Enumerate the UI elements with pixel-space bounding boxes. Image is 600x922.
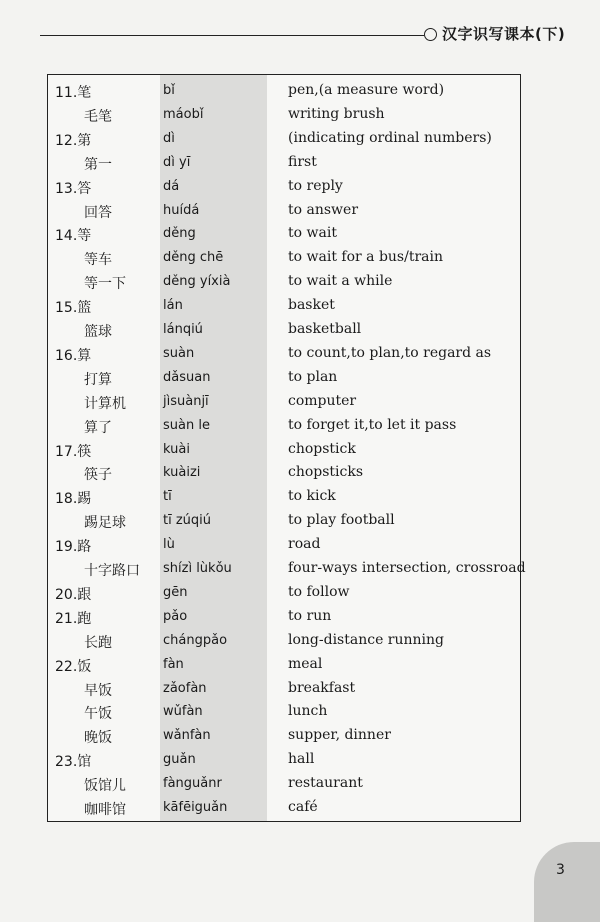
pinyin: bǐ <box>163 83 175 98</box>
pinyin: wǔfàn <box>163 704 203 720</box>
headword-hanzi: 13.答 <box>55 180 92 197</box>
pinyin: kuài <box>163 441 190 457</box>
headword-hanzi: 20.跟 <box>55 586 92 603</box>
english-meaning: café <box>288 799 318 815</box>
vocab-row <box>48 604 520 628</box>
vocab-row <box>48 78 520 102</box>
compound-hanzi: 饭馆儿 <box>84 778 126 795</box>
english-meaning: to run <box>288 607 332 624</box>
compound-hanzi: 计算机 <box>84 395 126 412</box>
pinyin: děng chē <box>163 250 224 266</box>
english-meaning: (indicating ordinal numbers) <box>288 129 492 146</box>
vocab-row <box>48 532 520 556</box>
english-meaning: to follow <box>288 583 350 600</box>
english-meaning: computer <box>288 392 357 409</box>
vocab-row <box>48 652 520 676</box>
english-meaning: basketball <box>288 321 362 337</box>
headword-hanzi: 22.饭 <box>55 658 92 675</box>
english-meaning: four-ways intersection, crossroad <box>288 560 526 576</box>
pinyin: shízì lùkǒu <box>163 561 232 576</box>
compound-hanzi: 第一 <box>84 156 112 173</box>
english-meaning: chopsticks <box>288 464 364 481</box>
pinyin: dǎsuan <box>163 369 211 385</box>
headword-hanzi: 23.馆 <box>55 754 92 771</box>
compound-hanzi: 回答 <box>84 204 112 221</box>
vocab-row <box>48 484 520 508</box>
english-meaning: breakfast <box>288 679 356 696</box>
compound-hanzi: 长跑 <box>84 634 112 651</box>
pinyin: gēn <box>163 584 188 600</box>
pinyin: děng yíxià <box>163 274 231 290</box>
headword-hanzi: 19.路 <box>55 539 92 556</box>
pinyin: fàn <box>163 656 184 672</box>
vocab-row <box>48 771 520 795</box>
english-meaning: road <box>288 536 321 553</box>
pinyin: suàn le <box>163 417 210 433</box>
pinyin: kāfēiguǎn <box>163 800 228 815</box>
headword-hanzi: 11.笔 <box>55 85 92 101</box>
vocab-row <box>48 198 520 222</box>
page-number-tab <box>534 842 600 922</box>
pinyin: huídá <box>163 202 200 218</box>
vocab-row <box>48 389 520 413</box>
pinyin: wǎnfàn <box>163 728 211 744</box>
headword-hanzi: 15.篮 <box>55 300 92 317</box>
vocab-row <box>48 126 520 150</box>
header-circle-ornament <box>424 28 437 41</box>
page-header <box>0 14 600 54</box>
english-meaning: basket <box>288 297 335 314</box>
vocab-row <box>48 628 520 652</box>
book-title: 汉字识写课本(下) <box>442 25 566 43</box>
english-meaning: first <box>288 153 317 170</box>
vocab-row <box>48 556 526 580</box>
pinyin: pǎo <box>163 608 188 624</box>
headword-hanzi: 18.踢 <box>55 491 92 508</box>
vocab-row <box>48 747 520 771</box>
vocab-row <box>48 508 520 532</box>
english-meaning: to forget it,to let it pass <box>288 416 457 433</box>
pinyin: kuàizi <box>163 465 201 481</box>
vocab-row <box>48 269 520 293</box>
vocab-row <box>48 460 520 484</box>
pinyin: lánqiú <box>163 322 203 337</box>
vocab-row <box>48 413 520 437</box>
pinyin: dì <box>163 130 175 146</box>
vocab-row <box>48 365 520 389</box>
compound-hanzi: 十字路口 <box>84 563 140 579</box>
english-meaning: to kick <box>288 488 336 505</box>
vocab-row <box>48 293 520 317</box>
english-meaning: to reply <box>288 177 343 194</box>
compound-hanzi: 篮球 <box>84 324 112 340</box>
vocab-row <box>48 437 520 461</box>
english-meaning: chopstick <box>288 440 356 457</box>
english-meaning: pen,(a measure word) <box>288 82 445 98</box>
pinyin: jìsuànjī <box>163 393 209 409</box>
compound-hanzi: 晚饭 <box>84 730 112 747</box>
pinyin: děng <box>163 226 196 242</box>
english-meaning: hall <box>288 751 315 768</box>
vocab-row <box>48 221 520 245</box>
compound-hanzi: 早饭 <box>84 682 112 699</box>
english-meaning: to answer <box>288 201 359 218</box>
pinyin: zǎofàn <box>163 680 207 696</box>
headword-hanzi: 21.跑 <box>55 610 92 627</box>
vocab-row <box>48 102 520 126</box>
english-meaning: to plan <box>288 368 338 385</box>
english-meaning: to wait a while <box>288 273 393 290</box>
english-meaning: to count,to plan,to regard as <box>288 344 492 361</box>
compound-hanzi: 等车 <box>84 252 112 269</box>
vocab-row <box>48 580 520 604</box>
pinyin: tī zúqiú <box>163 513 212 529</box>
pinyin: suàn <box>163 345 195 361</box>
english-meaning: restaurant <box>288 775 363 792</box>
vocab-row <box>48 150 520 174</box>
english-meaning: long-distance running <box>288 631 445 648</box>
vocab-row <box>48 341 520 365</box>
headword-hanzi: 14.等 <box>55 228 92 245</box>
pinyin: lù <box>163 537 175 553</box>
compound-hanzi: 等一下 <box>84 276 126 293</box>
vocab-row <box>48 174 520 198</box>
english-meaning: to wait <box>288 225 337 242</box>
compound-hanzi: 打算 <box>84 371 112 388</box>
english-meaning: writing brush <box>288 105 385 122</box>
compound-hanzi: 筷子 <box>84 467 112 484</box>
pinyin: guǎn <box>163 752 196 768</box>
compound-hanzi: 踢足球 <box>84 515 126 532</box>
pinyin: máobǐ <box>163 106 204 122</box>
pinyin: dì yī <box>163 154 191 170</box>
compound-hanzi: 毛笔 <box>84 108 112 125</box>
vocabulary-table <box>47 74 526 822</box>
headword-hanzi: 12.第 <box>55 132 92 149</box>
compound-hanzi: 咖啡馆 <box>84 802 126 818</box>
vocab-row <box>48 795 520 819</box>
vocab-row <box>48 723 520 747</box>
english-meaning: supper, dinner <box>288 727 391 744</box>
pinyin: dá <box>163 178 180 194</box>
english-meaning: to play football <box>288 512 395 529</box>
pinyin: fànguǎnr <box>163 776 222 792</box>
vocab-row <box>48 699 520 723</box>
english-meaning: to wait for a bus/train <box>288 249 443 266</box>
english-meaning: lunch <box>288 703 328 720</box>
headword-hanzi: 17.筷 <box>55 443 92 460</box>
vocab-row <box>48 317 520 341</box>
page-number: 3 <box>556 862 565 878</box>
vocab-row <box>48 245 520 269</box>
compound-hanzi: 午饭 <box>84 706 112 723</box>
vocab-row <box>48 676 520 700</box>
headword-hanzi: 16.算 <box>55 347 92 364</box>
pinyin: chángpǎo <box>163 632 228 648</box>
english-meaning: meal <box>288 655 323 672</box>
pinyin: lán <box>163 298 183 314</box>
pinyin: tī <box>163 489 172 505</box>
compound-hanzi: 算了 <box>84 419 112 436</box>
header-rule <box>40 35 424 36</box>
